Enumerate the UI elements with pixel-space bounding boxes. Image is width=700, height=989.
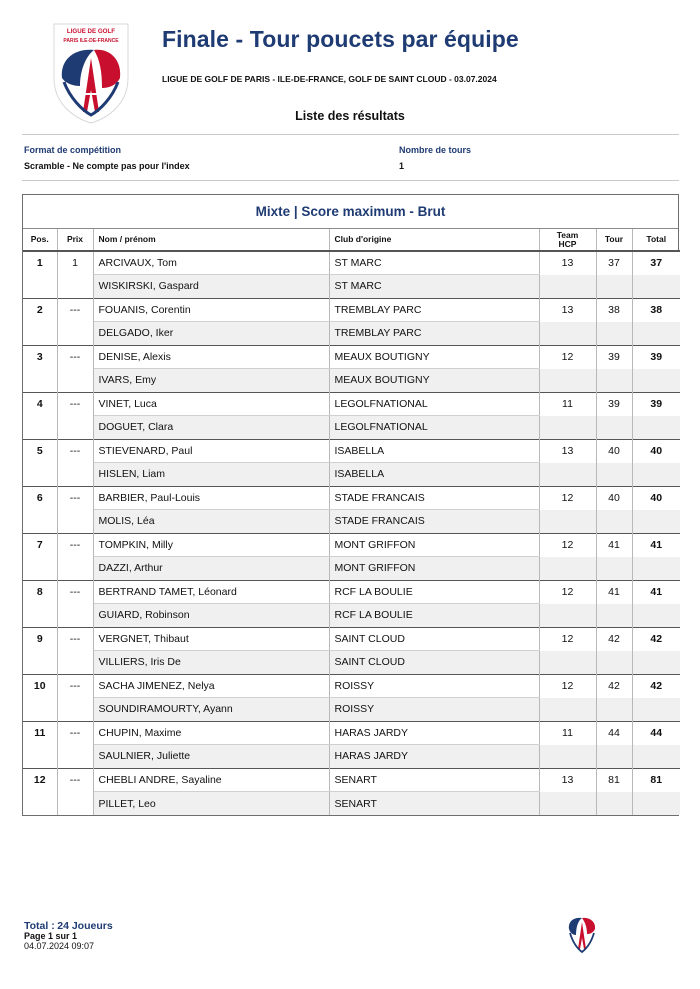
cell-club: MEAUX BOUTIGNY xyxy=(329,345,539,369)
table-row xyxy=(23,768,680,792)
logo-text-top: LIGUE DE GOLF xyxy=(66,28,116,35)
cell-prix-empty xyxy=(57,604,93,628)
cell-club: ST MARC xyxy=(329,251,539,275)
cell-total-empty xyxy=(632,510,680,534)
table-row xyxy=(23,298,680,322)
cell-pos-empty xyxy=(23,698,57,722)
cell-club: ISABELLA xyxy=(329,463,539,487)
cell-total-empty xyxy=(632,792,680,816)
cell-team-hcp: 12 xyxy=(539,533,596,557)
cell-team-hcp: 12 xyxy=(539,674,596,698)
table-row xyxy=(23,674,680,698)
cell-total: 38 xyxy=(632,298,680,322)
table-row xyxy=(23,510,680,534)
cell-prix: --- xyxy=(57,486,93,510)
logo-text-bottom: PARIS ILE-DE-FRANCE xyxy=(63,38,119,44)
table-row xyxy=(23,439,680,463)
table-header-row xyxy=(23,229,680,251)
cell-tour-empty xyxy=(596,651,632,675)
cell-pos-empty xyxy=(23,557,57,581)
cell-team-hcp-empty xyxy=(539,322,596,346)
cell-player-name: IVARS, Emy xyxy=(93,369,329,393)
cell-team-hcp-empty xyxy=(539,557,596,581)
footer xyxy=(24,921,113,951)
table-row xyxy=(23,792,680,816)
cell-player-name: STIEVENARD, Paul xyxy=(93,439,329,463)
cell-tour: 39 xyxy=(596,392,632,416)
cell-pos-empty xyxy=(23,416,57,440)
cell-club: MONT GRIFFON xyxy=(329,557,539,581)
cell-club: SENART xyxy=(329,768,539,792)
table-row xyxy=(23,745,680,769)
cell-prix-empty xyxy=(57,369,93,393)
col-header-total: Total xyxy=(646,234,667,244)
table-row xyxy=(23,533,680,557)
cell-club: SAINT CLOUD xyxy=(329,627,539,651)
cell-prix: --- xyxy=(57,533,93,557)
cell-pos: 1 xyxy=(23,251,57,275)
cell-team-hcp: 13 xyxy=(539,298,596,322)
total-label: Total : xyxy=(24,920,55,932)
cell-player-name: VERGNET, Thibaut xyxy=(93,627,329,651)
cell-tour: 81 xyxy=(596,768,632,792)
cell-prix-empty xyxy=(57,745,93,769)
cell-player-name: CHEBLI ANDRE, Sayaline xyxy=(93,768,329,792)
cell-prix: 1 xyxy=(57,251,93,275)
cell-pos-empty xyxy=(23,651,57,675)
cell-pos-empty xyxy=(23,369,57,393)
cell-player-name: SACHA JIMENEZ, Nelya xyxy=(93,674,329,698)
cell-club: SENART xyxy=(329,792,539,816)
cell-club: ROISSY xyxy=(329,698,539,722)
col-header-team-hcp xyxy=(539,229,596,251)
cell-club: MEAUX BOUTIGNY xyxy=(329,369,539,393)
cell-total-empty xyxy=(632,275,680,299)
table-row xyxy=(23,580,680,604)
cell-team-hcp-empty xyxy=(539,463,596,487)
cell-team-hcp: 13 xyxy=(539,251,596,275)
cell-club: HARAS JARDY xyxy=(329,745,539,769)
cell-club: RCF LA BOULIE xyxy=(329,604,539,628)
cell-team-hcp-empty xyxy=(539,275,596,299)
divider xyxy=(22,134,679,135)
format-label: Format de compétition xyxy=(24,145,122,155)
cell-total: 39 xyxy=(632,392,680,416)
cell-prix-empty xyxy=(57,792,93,816)
cell-club: MONT GRIFFON xyxy=(329,533,539,557)
cell-pos: 5 xyxy=(23,439,57,463)
cell-prix-empty xyxy=(57,416,93,440)
cell-player-name: DELGADO, Iker xyxy=(93,322,329,346)
cell-player-name: SOUNDIRAMOURTY, Ayann xyxy=(93,698,329,722)
cell-tour-empty xyxy=(596,745,632,769)
cell-player-name: DOGUET, Clara xyxy=(93,416,329,440)
cell-team-hcp-empty xyxy=(539,510,596,534)
cell-total-empty xyxy=(632,463,680,487)
cell-club: SAINT CLOUD xyxy=(329,651,539,675)
cell-prix-empty xyxy=(57,322,93,346)
cell-team-hcp-empty xyxy=(539,416,596,440)
cell-pos: 8 xyxy=(23,580,57,604)
results-table-panel xyxy=(22,194,679,816)
cell-prix: --- xyxy=(57,392,93,416)
cell-club: TREMBLAY PARC xyxy=(329,298,539,322)
cell-prix: --- xyxy=(57,768,93,792)
cell-pos-empty xyxy=(23,792,57,816)
cell-club: STADE FRANCAIS xyxy=(329,510,539,534)
cell-player-name: TOMPKIN, Milly xyxy=(93,533,329,557)
cell-tour-empty xyxy=(596,463,632,487)
table-row xyxy=(23,416,680,440)
cell-team-hcp-empty xyxy=(539,651,596,675)
cell-tour: 39 xyxy=(596,345,632,369)
cell-team-hcp-empty xyxy=(539,745,596,769)
cell-total-empty xyxy=(632,604,680,628)
cell-team-hcp: 12 xyxy=(539,580,596,604)
col-header-tour: Tour xyxy=(596,229,632,251)
cell-pos-empty xyxy=(23,604,57,628)
table-row xyxy=(23,369,680,393)
cell-tour-empty xyxy=(596,557,632,581)
cell-tour: 41 xyxy=(596,533,632,557)
cell-team-hcp: 13 xyxy=(539,768,596,792)
page-number: Page 1 sur 1 xyxy=(24,931,78,941)
cell-total-empty xyxy=(632,322,680,346)
cell-team-hcp-empty xyxy=(539,698,596,722)
cell-player-name: VILLIERS, Iris De xyxy=(93,651,329,675)
cell-team-hcp: 11 xyxy=(539,392,596,416)
cell-total-empty xyxy=(632,698,680,722)
cell-player-name: BARBIER, Paul-Louis xyxy=(93,486,329,510)
cell-tour: 40 xyxy=(596,486,632,510)
cell-club: STADE FRANCAIS xyxy=(329,486,539,510)
cell-club: RCF LA BOULIE xyxy=(329,580,539,604)
cell-tour: 42 xyxy=(596,674,632,698)
cell-pos: 3 xyxy=(23,345,57,369)
cell-team-hcp-empty xyxy=(539,792,596,816)
cell-player-name: ARCIVAUX, Tom xyxy=(93,251,329,275)
cell-pos: 6 xyxy=(23,486,57,510)
total-players: 24 Joueurs xyxy=(57,920,113,932)
table-row xyxy=(23,627,680,651)
cell-player-name: GUIARD, Robinson xyxy=(93,604,329,628)
cell-player-name: BERTRAND TAMET, Léonard xyxy=(93,580,329,604)
cell-player-name: CHUPIN, Maxime xyxy=(93,721,329,745)
cell-tour: 41 xyxy=(596,580,632,604)
cell-pos: 12 xyxy=(23,768,57,792)
league-logo-small xyxy=(564,915,600,957)
cell-tour-empty xyxy=(596,698,632,722)
cell-team-hcp: 12 xyxy=(539,627,596,651)
cell-total: 81 xyxy=(632,768,680,792)
table-row xyxy=(23,463,680,487)
table-row xyxy=(23,486,680,510)
cell-pos: 10 xyxy=(23,674,57,698)
cell-pos-empty xyxy=(23,322,57,346)
cell-prix: --- xyxy=(57,627,93,651)
cell-tour-empty xyxy=(596,510,632,534)
cell-pos: 9 xyxy=(23,627,57,651)
cell-prix: --- xyxy=(57,580,93,604)
cell-tour: 44 xyxy=(596,721,632,745)
cell-pos: 2 xyxy=(23,298,57,322)
cell-player-name: FOUANIS, Corentin xyxy=(93,298,329,322)
cell-pos: 4 xyxy=(23,392,57,416)
table-row xyxy=(23,651,680,675)
cell-pos-empty xyxy=(23,510,57,534)
cell-total-empty xyxy=(632,745,680,769)
cell-tour: 37 xyxy=(596,251,632,275)
col-header-prix: Prix xyxy=(57,229,93,251)
col-header-club: Club d'origine xyxy=(329,229,539,251)
cell-prix: --- xyxy=(57,674,93,698)
cell-tour-empty xyxy=(596,416,632,440)
cell-player-name: SAULNIER, Juliette xyxy=(93,745,329,769)
rounds-label: Nombre de tours xyxy=(399,145,472,155)
cell-tour-empty xyxy=(596,792,632,816)
cell-player-name: DENISE, Alexis xyxy=(93,345,329,369)
list-title: Liste des résultats xyxy=(295,109,405,123)
table-row xyxy=(23,322,680,346)
results-table xyxy=(23,229,680,815)
cell-pos-empty xyxy=(23,745,57,769)
cell-club: LEGOLFNATIONAL xyxy=(329,392,539,416)
cell-total: 42 xyxy=(632,627,680,651)
col-header-hcp-bottom: HCP xyxy=(558,238,577,249)
cell-total: 39 xyxy=(632,345,680,369)
cell-tour: 42 xyxy=(596,627,632,651)
cell-player-name: WISKIRSKI, Gaspard xyxy=(93,275,329,299)
cell-player-name: PILLET, Leo xyxy=(93,792,329,816)
cell-tour-empty xyxy=(596,604,632,628)
col-header-hcp-top: Team xyxy=(556,229,579,240)
rounds-value: 1 xyxy=(399,161,405,171)
cell-tour-empty xyxy=(596,322,632,346)
table-row xyxy=(23,604,680,628)
cell-prix: --- xyxy=(57,721,93,745)
cell-player-name: DAZZI, Arthur xyxy=(93,557,329,581)
table-row xyxy=(23,392,680,416)
cell-prix-empty xyxy=(57,275,93,299)
cell-club: ISABELLA xyxy=(329,439,539,463)
cell-team-hcp-empty xyxy=(539,369,596,393)
results-body xyxy=(23,251,680,815)
results-heading: Mixte | Score maximum - Brut xyxy=(23,195,678,229)
cell-prix: --- xyxy=(57,345,93,369)
cell-prix-empty xyxy=(57,510,93,534)
cell-team-hcp-empty xyxy=(539,604,596,628)
page-title: Finale - Tour poucets par équipe xyxy=(162,26,519,52)
table-row xyxy=(23,345,680,369)
format-value: Scramble - Ne compte pas pour l'index xyxy=(24,161,190,171)
cell-tour: 40 xyxy=(596,439,632,463)
printed-timestamp: 04.07.2024 09:07 xyxy=(24,941,95,951)
cell-total: 41 xyxy=(632,533,680,557)
cell-club: TREMBLAY PARC xyxy=(329,322,539,346)
event-subtitle: LIGUE DE GOLF DE PARIS - ILE-DE-FRANCE, GOLF DE SAINT CLOUD - 03.07.2024 xyxy=(162,74,497,84)
cell-pos-empty xyxy=(23,463,57,487)
col-header-name: Nom / prénom xyxy=(93,229,329,251)
cell-pos-empty xyxy=(23,275,57,299)
cell-total-empty xyxy=(632,651,680,675)
cell-player-name: HISLEN, Liam xyxy=(93,463,329,487)
cell-team-hcp: 13 xyxy=(539,439,596,463)
cell-total-empty xyxy=(632,369,680,393)
cell-total-empty xyxy=(632,557,680,581)
cell-prix-empty xyxy=(57,651,93,675)
cell-club: ST MARC xyxy=(329,275,539,299)
cell-total-empty xyxy=(632,416,680,440)
table-row xyxy=(23,698,680,722)
cell-pos: 7 xyxy=(23,533,57,557)
cell-team-hcp: 12 xyxy=(539,345,596,369)
cell-club: ROISSY xyxy=(329,674,539,698)
col-header-pos: Pos. xyxy=(23,229,57,251)
cell-prix-empty xyxy=(57,463,93,487)
cell-pos: 11 xyxy=(23,721,57,745)
cell-team-hcp: 12 xyxy=(539,486,596,510)
cell-club: HARAS JARDY xyxy=(329,721,539,745)
cell-total: 37 xyxy=(632,251,680,275)
cell-tour-empty xyxy=(596,369,632,393)
cell-total: 40 xyxy=(632,439,680,463)
table-row xyxy=(23,251,680,275)
cell-team-hcp: 11 xyxy=(539,721,596,745)
cell-prix: --- xyxy=(57,298,93,322)
cell-total: 41 xyxy=(632,580,680,604)
cell-tour: 38 xyxy=(596,298,632,322)
cell-total: 42 xyxy=(632,674,680,698)
cell-player-name: MOLIS, Léa xyxy=(93,510,329,534)
table-row xyxy=(23,275,680,299)
cell-player-name: VINET, Luca xyxy=(93,392,329,416)
cell-total: 44 xyxy=(632,721,680,745)
table-row xyxy=(23,721,680,745)
cell-prix-empty xyxy=(57,698,93,722)
cell-prix-empty xyxy=(57,557,93,581)
cell-total: 40 xyxy=(632,486,680,510)
cell-tour-empty xyxy=(596,275,632,299)
cell-prix: --- xyxy=(57,439,93,463)
divider xyxy=(22,180,679,181)
table-row xyxy=(23,557,680,581)
cell-club: LEGOLFNATIONAL xyxy=(329,416,539,440)
